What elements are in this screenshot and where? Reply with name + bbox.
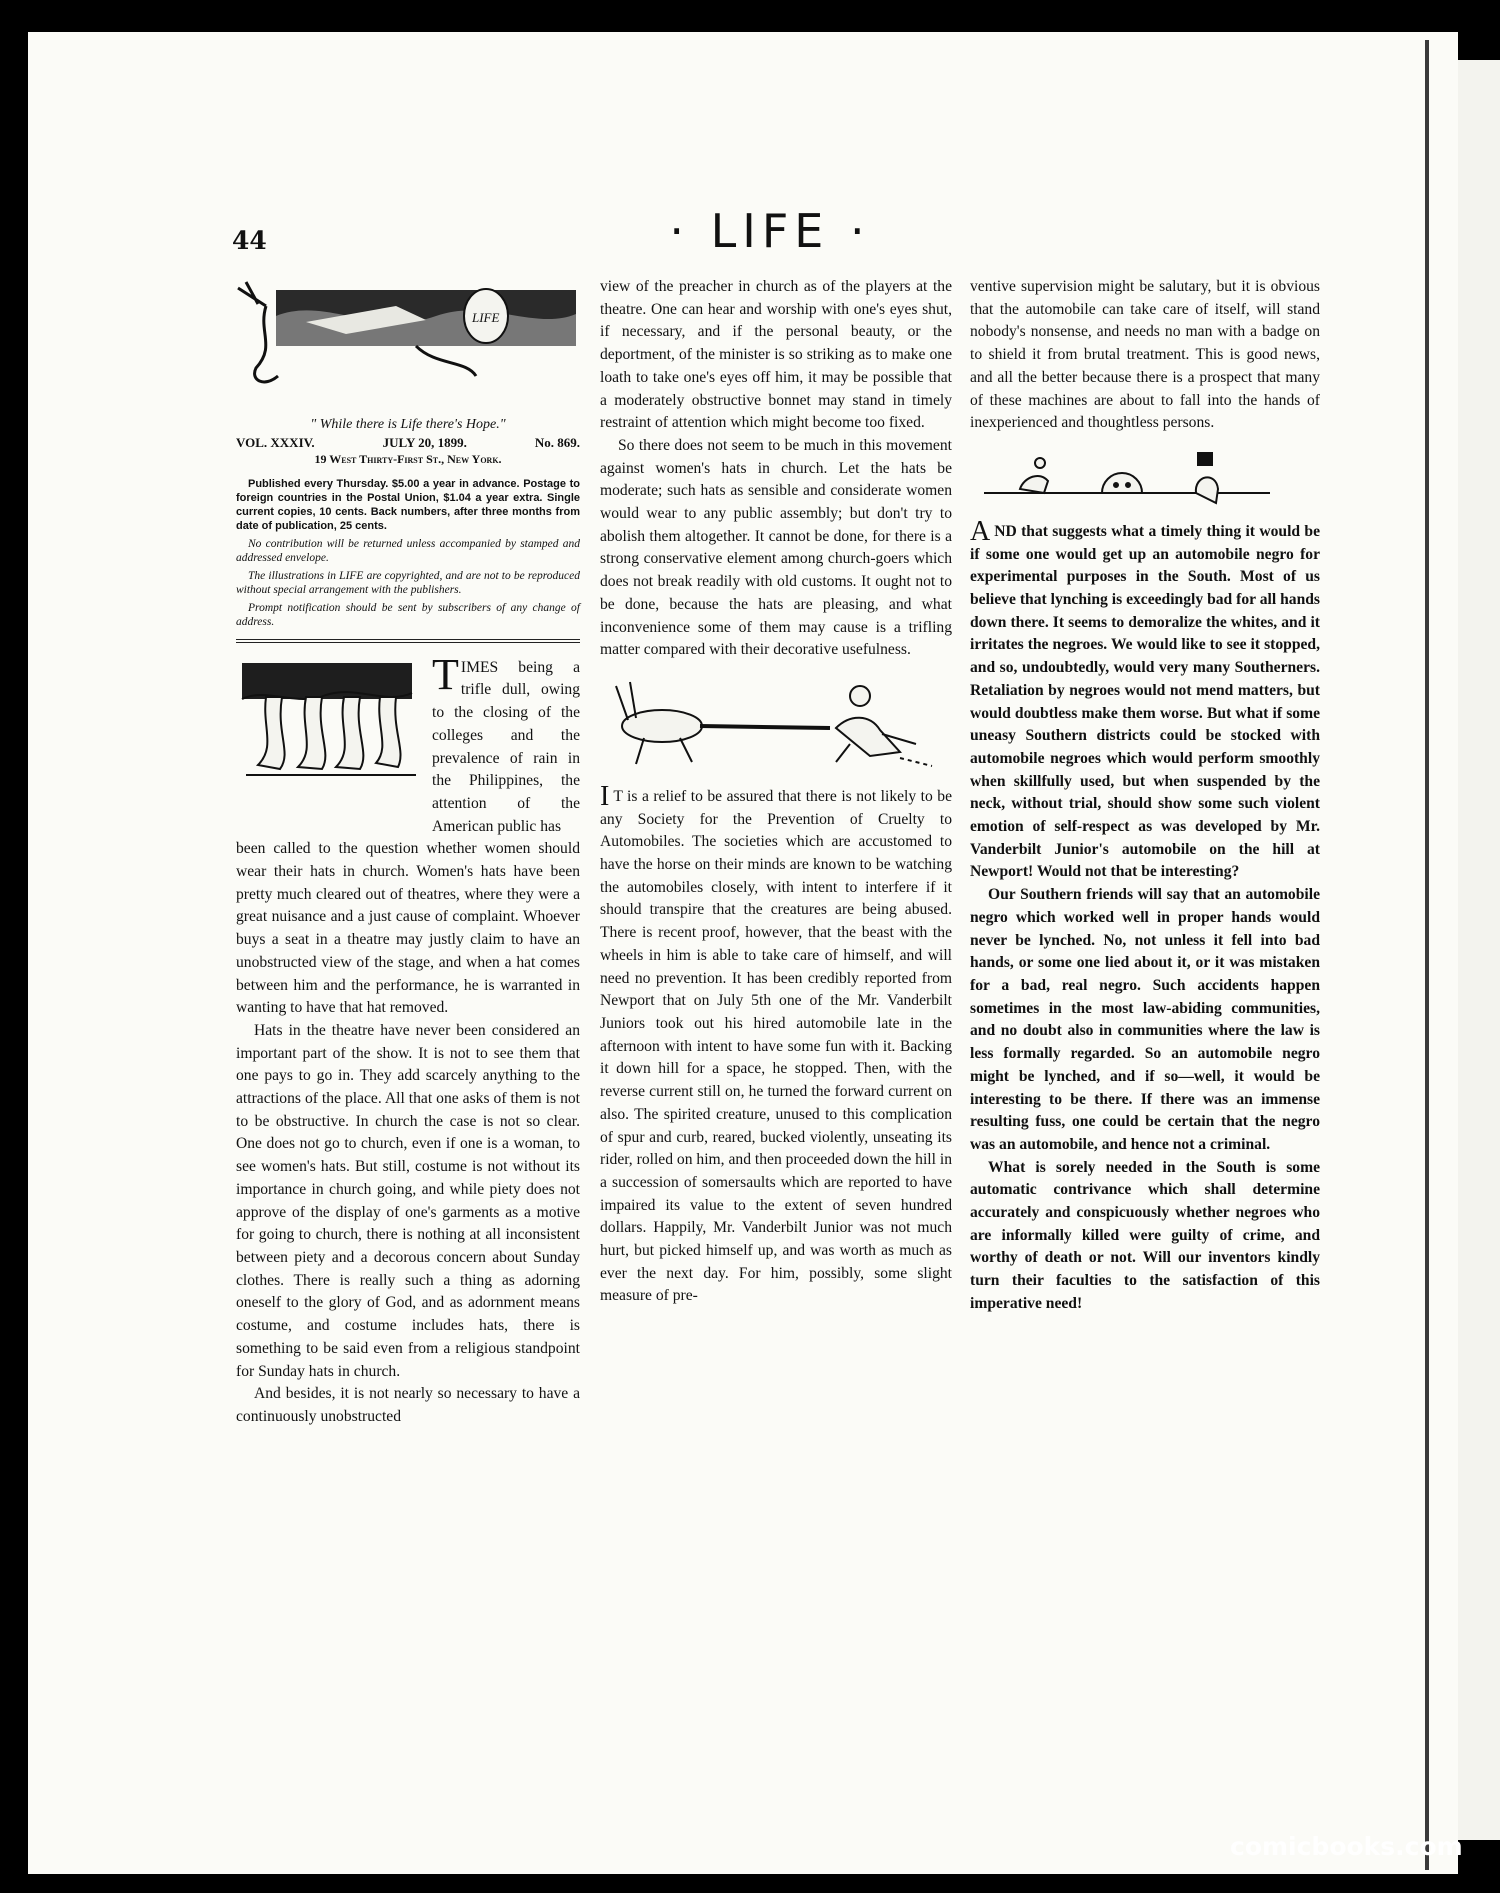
volume-line: [236, 434, 580, 451]
dropcap-a: A: [970, 515, 991, 547]
article-3-paragraph-3: What is sorely needed in the South is some automatic contrivance which shall determine accurately and conspicuously whether negroes who are informally killed were guilty of crime, and worthy of death or not. Will our inventors kindly turn their faculties to the satisfaction of this imperative need!: [970, 1158, 1320, 1312]
publisher-address: 19 West Thirty-First St., New York.: [314, 451, 502, 466]
article-1-paragraph-3: And besides, it is not nearly so necessary to have a continuously unobstructed: [236, 1385, 580, 1425]
publication-notices: [236, 477, 580, 629]
subscription-notice: Published every Thursday. $5.00 a year in advance. Postage to foreign countries in the Postal Union, $1.04 a year extra. Single current copies, 10 cents. Back numbers, after three months from date of publication, 25 cents.: [236, 477, 580, 532]
masthead-title: · LIFE ·: [669, 204, 871, 258]
dropcap-i: I: [600, 780, 610, 812]
article-3-paragraph-1: ND that suggests what a timely thing it would be if some one would get up an automobile negro for experimental purposes in the South. Most of us believe that lynching is exceedingly bad for all hands down there. It seems to demoralize the whites, and it irritates the negroes. We would like to see it stopped, and so, undoubtedly, would very many Southerners. Retaliation by negroes would not mend matters, but would doubtless make them worse. But what if some uneasy Southern districts could be stocked with automobile negroes which would perform smoothly when skillfully used, but when suspended by the neck, without trial, should show some such violent emotion of self-respect as was developed by Mr. Vanderbilt Junior's automobile on the hill at Newport! Would not that be interesting?: [970, 522, 1320, 881]
article-1-paragraph-2: Hats in the theatre have never been considered an important part of the show. It is not to see them that one pays to go in. They add scarcely anything to the attractions of the place. All that one asks of them is not to be obstructive. In church the case is not so clear. One does not go to church, even if one is a woman, to see women's hats. But still, costume is not without its importance in church going, and while piety does not approve of the display of one's garments as a motive for going to church, there is nothing at all inconsistent between piety and a decorous concern about Sunday clothes. There is really such a thing as adorning oneself to the glory of God, and as adornment means costume, and costume includes hats, there is something to be said even from a religious standpoint for Sunday hats in church.: [236, 1021, 580, 1380]
article-1-paragraph-1: been called to the question whether women should wear their hats in church. Women's hats have been pretty much cleared out of theatres, where they were a great nuisance and a just cause of complaint. Whoever buys a seat in a theatre may justly claim to have an unobstructed view of the stage, and when a hat comes between him and the performance, he is warranted in wanting to have that hat removed.: [236, 840, 580, 1017]
article-1-opening: [236, 649, 580, 839]
page-fold: [1425, 40, 1429, 1870]
issue-date: JULY 20, 1899.: [382, 434, 467, 450]
article-2-body: [600, 780, 952, 1308]
motto: " While there is Life there's Hope.": [310, 416, 506, 432]
banner-life-text: LIFE: [472, 310, 500, 325]
column-2: [600, 276, 952, 1308]
site-watermark: comicbooks.com: [1230, 1832, 1463, 1861]
article-2-paragraph-1-continued: ventive supervision might be salutary, but it is obvious that the automobile can take care of itself, will stand nobody's nonsense, and needs no man with a badge on to shield it from brutal treatment. This is good news, and all the better because there is a prospect that many of these machines are about to fall into the hands of inexperienced and thoughtless persons.: [970, 278, 1320, 432]
article-2-paragraph-1: T is a relief to be assured that there is not likely to be any Society for the Prevention of Cruelty to Automobiles. The societies which are accustomed to have the horse on their minds are known to be watching the automobiles closely, with intent to interfere if it should transpire that the creatures are being abused. There is recent proof, however, that the beast with the wheels in him is able to take care of himself, and will need no prevention. It has been credibly reported from Newport that on July 5th one of the Mr. Vanderbilt Juniors took out his hired automobile late in the afternoon with intent to have some fun with it. Backing it down hill for a space, he stopped. Then, with the reverse current still on, he turned the forward current on also. The spirited creature, unused to this complication of spur and curb, reared, bucked violently, unseating its rider, rolled on him, and then proceeded down the hill in a succession of somersaults which are reported to have impaired its value to the extent of seven hundred dollars. Happily, Mr. Vanderbilt Junior was not much hurt, but picked himself up, and was worth as much as ever the next day. For him, possibly, some slight measure of pre-: [600, 787, 952, 1305]
column-3: [970, 276, 1320, 1316]
address-change-notice: Prompt notification should be sent by subscribers of any change of address.: [236, 601, 580, 628]
volume: VOL. XXXIV.: [236, 434, 315, 450]
geese-illustration: [236, 657, 424, 787]
section-divider: [236, 639, 580, 643]
sun-figures-illustration: [970, 449, 1320, 509]
page-number: 44: [232, 226, 267, 255]
contribution-notice: No contribution will be returned unless accompanied by stamped and addressed envelope.: [236, 537, 580, 564]
dropcap-t: T: [432, 649, 459, 699]
issue-number: No. 869.: [534, 434, 580, 450]
next-page-edge: [1458, 60, 1500, 1840]
column-1: [236, 276, 580, 1429]
article-3-paragraph-2: Our Southern friends will say that an automobile negro which worked well in proper hands would never be lynched. No, not unless it fell into bad hands, or some one lied about it, or it was mistaken for a bad, real negro. Such accidents happen sometimes in the most law-abiding communities, and no doubt also in communities where the law is less formally regarded. So an automobile negro might be lynched, and if so—well, it would be interesting to be there. If there was an immense resulting fuss, one could be certain that the negro was an automobile, and hence not a criminal.: [970, 886, 1320, 1153]
article-1-paragraph-3-continued: view of the preacher in church as of the players at the theatre. One can hear and worship with one's eyes shut, if necessary, and if the personal beauty, or the deportment, of the minister is so striking as to make one loath to take one's eyes off him, it may be possible that a moderately obstructive bonnet may stand in timely restraint of attention which might become too fixed.: [600, 278, 952, 432]
header-banner-illustration: [236, 276, 580, 396]
copyright-notice: The illustrations in LIFE are copyrighted, and are not to be reproduced without special arrangement with the publishers.: [236, 569, 580, 596]
article-3-body: [970, 515, 1320, 884]
donkey-tug-illustration: [600, 674, 952, 776]
article-1-lead: [432, 649, 580, 839]
article-1-paragraph-4: So there does not seem to be much in this movement against women's hats in church. Let the hats be moderate; such hats as sensible and considerate women would wear to any public assembly; but don't try to abolish them altogether. It cannot be done, for there is a strong conservative element among church-goers which does not break readily with old customs. It ought not to be done, because the hats are pleasing, and what inconvenience some of them may cause is a trifling matter compared with their decorative usefulness.: [600, 436, 952, 659]
article-1-lead-text: IMES being a trifle dull, owing to the closing of the colleges and the prevalence of rain in the Philippines, the attention of the American public has: [432, 658, 580, 835]
